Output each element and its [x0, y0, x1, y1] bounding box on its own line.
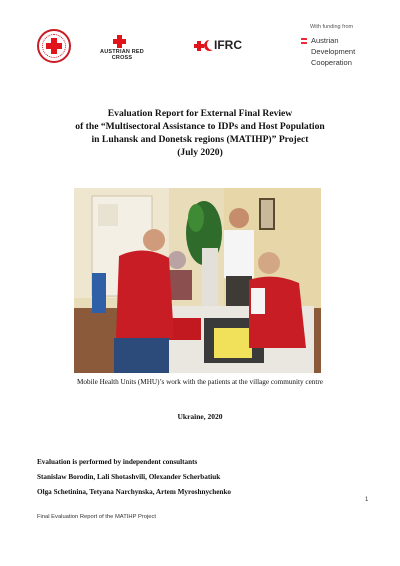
cover-photo — [74, 188, 321, 373]
page-footer: Final Evaluation Report of the MATIHP Project — [37, 514, 156, 520]
photo-caption: Mobile Health Units (MHU)’s work with the patients at the village community centre — [77, 378, 323, 386]
austrian-red-cross-logo — [92, 33, 152, 61]
ada-logo-text: Austrian Development Cooperation — [311, 36, 356, 67]
consultants-names-line-1: Stanislaw Borodin, Lali Shotashvili, Olexander Scherbatiuk — [37, 473, 221, 481]
title-line-2: of the “Multisectoral Assistance to IDPs and Host Population — [75, 121, 325, 132]
red-cross-emblem-logo — [37, 29, 71, 63]
consultants-names-line-2: Olga Schetinina, Tetyana Narchynska, Artem Myroshnychenko — [37, 488, 232, 496]
ifrc-logo — [193, 40, 243, 54]
funding-label: With funding from — [310, 24, 354, 30]
consultants-heading: Evaluation is performed by independent consultants — [37, 458, 198, 466]
consultants-block — [37, 455, 231, 500]
title-line-4: (July 2020) — [177, 147, 223, 158]
page-number: 1 — [365, 497, 369, 503]
place-and-year: Ukraine, 2020 — [177, 412, 223, 421]
title-line-1: Evaluation Report for External Final Review — [107, 108, 293, 119]
austrian-red-cross-logo-text: AUSTRIAN RED CROSS — [100, 49, 144, 61]
funding-logo — [301, 24, 391, 68]
title-line-3: in Luhansk and Donetsk regions (MATIHP)” Project — [91, 134, 309, 145]
ifrc-logo-text: IFRC — [214, 38, 242, 52]
austria-flag-icon — [301, 38, 307, 44]
report-title — [40, 107, 360, 159]
